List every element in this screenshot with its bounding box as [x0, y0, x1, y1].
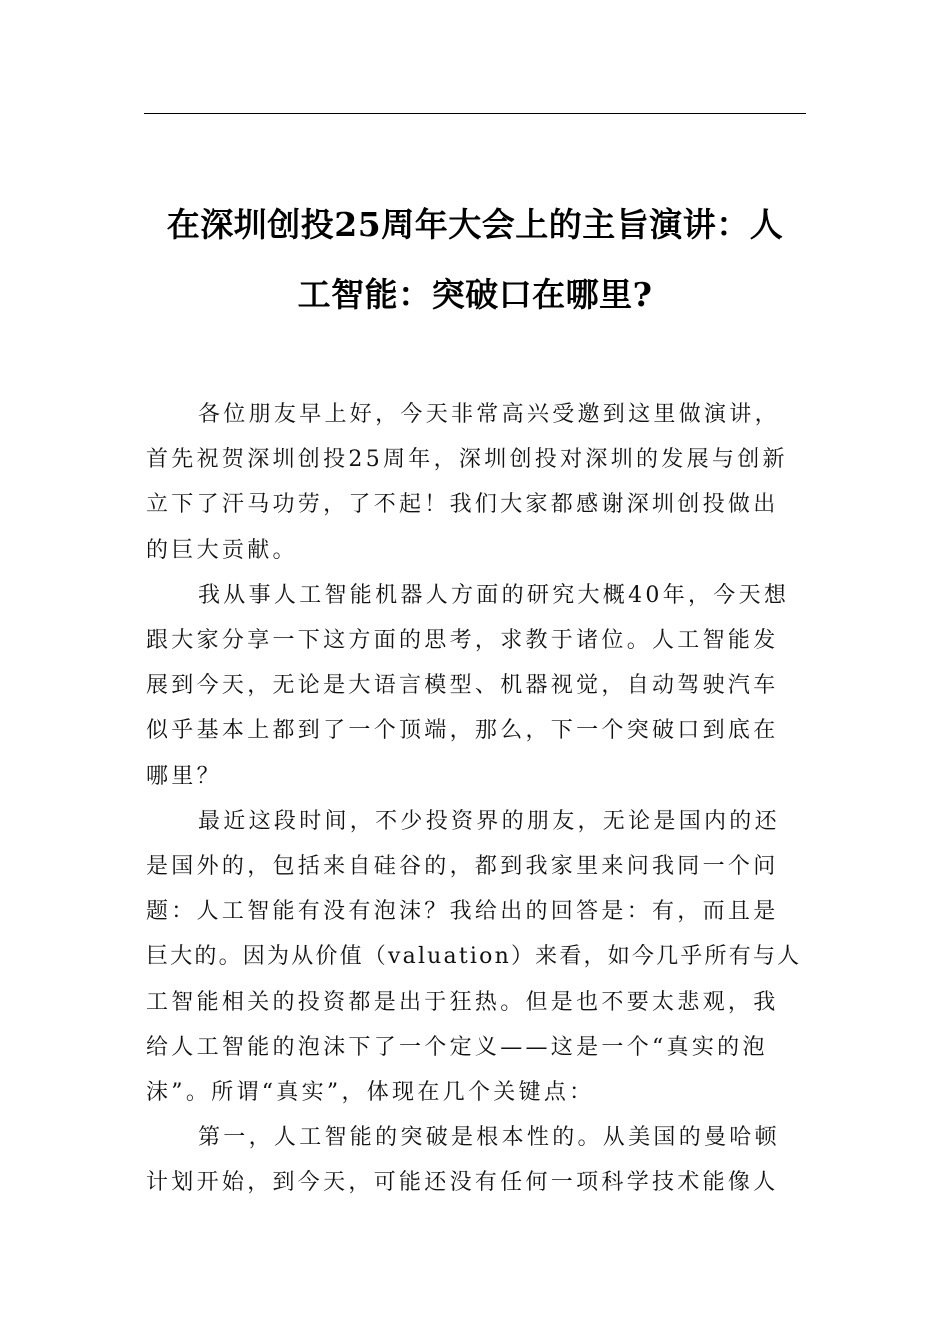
- title-line: 工智能：突破口在哪里?: [297, 275, 653, 314]
- paragraph-line: 我从事人工智能机器人方面的研究大概40年，今天想: [198, 582, 790, 608]
- paragraph-line: 第一，人工智能的突破是根本性的。从美国的曼哈顿: [198, 1125, 780, 1151]
- paragraph-line: 工智能相关的投资都是出于狂热。但是也不要太悲观，我: [146, 989, 779, 1015]
- header-rule: [144, 113, 806, 114]
- paragraph-ai-bubble: [146, 799, 808, 1115]
- document-title: [144, 190, 806, 330]
- paragraph-line: 立下了汗马功劳，了不起！我们大家都感谢深圳创投做出: [146, 492, 779, 518]
- paragraph-greeting: [146, 392, 808, 573]
- paragraph-line: 的巨大贡献。: [146, 537, 298, 563]
- paragraph-line: 题：人工智能有没有泡沫？我给出的回答是：有，而且是: [146, 899, 779, 925]
- title-line: 在深圳创投25周年大会上的主旨演讲：人: [166, 205, 784, 244]
- document-body: [146, 392, 808, 1206]
- paragraph-line: 似乎基本上都到了一个顶端，那么，下一个突破口到底在: [146, 718, 779, 744]
- paragraph-line: 哪里？: [146, 763, 222, 789]
- paragraph-line: 沫”。所谓“真实”，体现在几个关键点：: [146, 1080, 595, 1106]
- paragraph-line: 各位朋友早上好，今天非常高兴受邀到这里做演讲，: [198, 402, 780, 427]
- paragraph-line: 首先祝贺深圳创投25周年，深圳创投对深圳的发展与创新: [146, 447, 788, 473]
- paragraph-line: 是国外的，包括来自硅谷的，都到我家里来问我同一个问: [146, 854, 779, 880]
- paragraph-line: 给人工智能的泡沫下了一个定义——这是一个“真实的泡: [146, 1034, 768, 1060]
- paragraph-line: 巨大的。因为从价值（valuation）来看，如今几乎所有与人: [146, 944, 802, 970]
- paragraph-line: 最近这段时间，不少投资界的朋友，无论是国内的还: [198, 808, 780, 834]
- paragraph-line: 计划开始，到今天，可能还没有任何一项科学技术能像人: [146, 1170, 779, 1196]
- paragraph-research-background: [146, 573, 808, 799]
- paragraph-first-point: [146, 1115, 808, 1205]
- paragraph-line: 跟大家分享一下这方面的思考，求教于诸位。人工智能发: [146, 628, 779, 654]
- paragraph-line: 展到今天，无论是大语言模型、机器视觉，自动驾驶汽车: [146, 673, 779, 699]
